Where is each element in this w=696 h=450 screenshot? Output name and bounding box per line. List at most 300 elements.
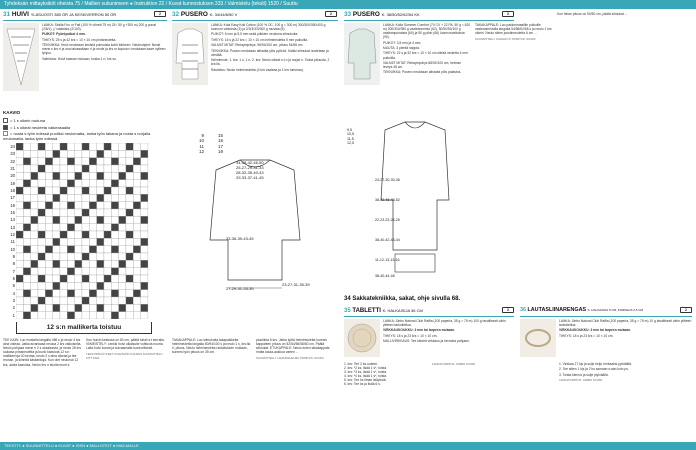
chart-cell	[38, 216, 45, 223]
schematic-32-chest-1: 34-38-42-46-50	[236, 160, 264, 165]
chart-cell	[53, 150, 60, 157]
section-36-yarn: LANKA: Järbo Natural Club Raffia (100 paperia, 35 g = 75 m) 10 g tavallisesti värin ylitteen tarkoitettua.	[559, 319, 692, 328]
chart-cell	[126, 275, 133, 282]
chart-cell	[31, 202, 38, 209]
chart-cell	[97, 158, 104, 165]
chart-cell	[97, 253, 104, 260]
chart-cell	[119, 297, 126, 304]
chart-cell	[75, 158, 82, 165]
chart-cell	[104, 180, 111, 187]
chart-cell	[38, 202, 45, 209]
chart-cell	[104, 246, 111, 253]
chart-cell	[16, 209, 23, 216]
chart-cell	[119, 202, 126, 209]
chart-cell	[82, 260, 89, 267]
chart-cell	[89, 209, 96, 216]
chart-cell	[38, 165, 45, 172]
chart-cell	[45, 172, 52, 179]
chart-cell	[67, 253, 74, 260]
chart-cell	[97, 260, 104, 267]
chart-cell	[67, 194, 74, 201]
chart-cell	[82, 231, 89, 238]
chart-cell	[133, 297, 140, 304]
chart-cell	[111, 275, 118, 282]
step-2: 2. Tee sitten 1 kjs ja 2 ks samaan s:aan kuin ps.	[559, 367, 629, 372]
chart-cell	[111, 312, 118, 319]
chart-cell	[45, 297, 52, 304]
chart-cell	[111, 297, 118, 304]
chart-cell	[53, 268, 60, 275]
chart-cell	[31, 143, 38, 150]
chart-cell	[45, 194, 52, 201]
chart-cell	[67, 143, 74, 150]
chart-cell	[119, 268, 126, 275]
chart-row-label: 7	[12, 268, 15, 274]
chart-cell	[16, 158, 23, 165]
chart-cell	[53, 231, 60, 238]
section-34-heading: 34 Sakkatekniikka, sakat, ohje sivulla 68.	[344, 296, 461, 302]
shawl-photo-thumbnail	[3, 23, 39, 91]
chart-cell	[75, 312, 82, 319]
section-36-hook: VIRKKAUKOUKKU: 3 mm tai tarpeen mukaan.	[559, 328, 631, 333]
chart-cell	[119, 187, 126, 194]
chart-cell	[89, 180, 96, 187]
chart-cell	[133, 216, 140, 223]
chart-cell	[104, 143, 111, 150]
chart-cell	[82, 143, 89, 150]
chart-cell	[97, 143, 104, 150]
schematic-33-width-2: 38-42-46-48-52	[375, 198, 400, 202]
section-32-credits: SUUNNITTELU: LANKAMAAILMA TOIMITUS: SUOMI	[256, 355, 324, 360]
schematic-32-left-measures	[186, 133, 204, 155]
chart-cell	[31, 290, 38, 297]
chart-cell	[31, 297, 38, 304]
chart-cell	[31, 312, 38, 319]
chart-cell	[89, 202, 96, 209]
chart-cell	[60, 209, 67, 216]
chart-cell	[133, 231, 140, 238]
chart-cell	[133, 187, 140, 194]
chart-cell	[82, 290, 89, 297]
section-33-back-text: TAKAKAPPALE: Luo pakkosmaalille puikoille vaaleanmintulla langalla 54/58/62/66 s ja neulo 1 krs oikein. Neulo sitten joustinneuletta 6 cm ...	[475, 23, 552, 36]
chart-cell	[53, 275, 60, 282]
section-35-difficulty-badge	[502, 307, 514, 313]
chart-cell	[97, 297, 104, 304]
chart-cell	[119, 304, 126, 311]
schematic-33-width-5: 11-12-13-13-16	[375, 258, 400, 262]
chart-cell	[60, 187, 67, 194]
chart-cell	[119, 231, 126, 238]
chart-cell	[75, 246, 82, 253]
chart-cell	[23, 150, 30, 157]
section-31-title: HUIVI	[11, 11, 29, 18]
schematic-33-width-6: 38-40-44-48	[375, 274, 395, 278]
chart-cell	[31, 224, 38, 231]
section-35-rule	[344, 316, 514, 317]
chart-cell	[53, 158, 60, 165]
chart-cell	[75, 187, 82, 194]
section-33-rule	[344, 20, 514, 21]
section-35-rounds	[344, 362, 428, 440]
chart-cell	[133, 246, 140, 253]
chart-cell	[67, 268, 74, 275]
chart-cell	[23, 238, 30, 245]
chart-cell	[119, 150, 126, 157]
step-3: 3. Toista kierros ja sulje piylväällä.	[559, 372, 609, 377]
chart-cell	[89, 150, 96, 157]
chart-cell	[45, 282, 52, 289]
chart-cell	[126, 304, 133, 311]
section-33-subtitle: K: 38/50/52/62/54 KK	[381, 12, 420, 17]
chart-row-labels	[2, 143, 15, 319]
chart-cell	[111, 253, 118, 260]
section-31-difficulty: 2	[159, 12, 161, 16]
section-32-technique: TEKNIIKKA: Pusero neulotaan alhaalta ylös pyöröä. Kaikki silmukat nostetaan ja viestää.	[211, 48, 329, 57]
chart-cell	[38, 260, 45, 267]
chart-row-label: 23	[10, 151, 15, 157]
section-31-heading	[3, 10, 116, 19]
chart-cell	[45, 290, 52, 297]
chart-cell	[75, 180, 82, 187]
chart-cell	[60, 290, 67, 297]
chart-cell	[67, 202, 74, 209]
chart-cell	[141, 290, 148, 297]
chart-cell	[104, 304, 111, 311]
chart-cell	[141, 253, 148, 260]
chart-cell	[38, 209, 45, 216]
chart-cell	[75, 275, 82, 282]
chart-cell	[97, 165, 104, 172]
chart-cell	[45, 143, 52, 150]
section-31-needles: PUIKOT: Pyöröpuikot 4 mm.	[42, 32, 86, 37]
step-1: 1. Virkkaa 27 kjs ja sulje ketju renkaaksi pylväällä.	[559, 362, 632, 366]
chart-cell	[38, 194, 45, 201]
chart-cell	[89, 304, 96, 311]
chart-cell	[67, 304, 74, 311]
chart-cell	[60, 312, 67, 319]
chart-cell	[75, 304, 82, 311]
section-32-instructions	[211, 23, 338, 129]
chart-cell	[126, 297, 133, 304]
chart-cell	[53, 282, 60, 289]
chart-cell	[82, 187, 89, 194]
chart-cell	[97, 268, 104, 275]
schematic-32-right-measures	[218, 133, 236, 155]
chart-cell	[111, 150, 118, 157]
chart-row-label: 14	[10, 217, 15, 223]
section-32-yarn: LANKA: Kola Easy Knit Cotton (100 % OC, 100 g = 300 m) 300/300/350/400 g luonnon valkoista (3) ja 2/3/3/3/3/300 g mustaa (5).	[211, 23, 326, 32]
chart-row-label: 24	[10, 144, 15, 149]
chart-cell	[45, 202, 52, 209]
schematic-32-measure-2: 10	[198, 138, 204, 144]
section-31-finishing-text: Kun huivin keskusa on 60 cm, päätä luiset s:t kerralla. VIIMEISTELY: Lenkki huivi ulkaisulle voittuvia nuoria. Laita huivi loosta ja kuivaamalla luonnollisesti.	[86, 338, 165, 351]
section-31-assembly: Valmistus: Huivi kaavan mukaan, koska 1 ri, krs su.	[42, 56, 117, 61]
chart-cell	[141, 238, 148, 245]
schematic-32-chest-measures	[236, 160, 264, 180]
chart-cell	[16, 304, 23, 311]
section-35-instructions	[383, 319, 513, 359]
chart-cell	[126, 282, 133, 289]
chart-cell	[53, 180, 60, 187]
chart-cell	[67, 172, 74, 179]
sweater-33-photo-thumbnail	[344, 23, 380, 85]
schematic-33-measure-1: 9,5	[347, 128, 352, 132]
chart-cell	[45, 253, 52, 260]
chart-cell	[45, 216, 52, 223]
chart-cell	[53, 238, 60, 245]
chart-cell	[119, 253, 126, 260]
chart-cell	[23, 246, 30, 253]
section-33-difficulty: 2	[507, 12, 509, 16]
chart-cell	[141, 143, 148, 150]
chart-row-label: 13	[10, 224, 15, 230]
schematic-32-chest-4: 29-33-37-41-45	[236, 175, 264, 180]
chart-legend	[3, 117, 167, 141]
chart-legend-title: KAAVIO	[3, 110, 21, 115]
section-35-gauge: TIHEYS: 18 s ja 23 krs = 10 × 10 cm.	[383, 333, 438, 338]
section-32-back-text: TAKAKAPPALE: Luo silmukoita takapaikkeita helmineuletta langalla 80/94/100 s ja neulo 1 s, krs:lla ri, pituus. Neulo helmineuletta raidoituksen mukaan, kunnes työn pituus on 35 cm.	[172, 338, 251, 355]
chart-cell	[141, 180, 148, 187]
chart-cell	[16, 187, 23, 194]
chart-cell	[126, 238, 133, 245]
section-32-rule	[172, 20, 338, 21]
chart-cell	[75, 268, 82, 275]
chart-cell	[89, 187, 96, 194]
schematic-33-width-1: 24-27-30-30-36	[375, 178, 400, 182]
section-32-gauge: TIHEYS: 16 s ja 22 krs = 10 × 10 cm helmineuletta 5 mm puikoilla.	[211, 37, 308, 42]
chart-cell	[82, 209, 89, 216]
sweater-schematic	[172, 130, 338, 300]
chart-cell	[75, 290, 82, 297]
chart-cell	[16, 216, 23, 223]
chart-cell	[67, 165, 74, 172]
chart-cell	[111, 216, 118, 223]
chart-repeat-caption: 12 s:n mallikerta toistuu	[46, 324, 122, 331]
chart-cell	[16, 202, 23, 209]
chart-cell	[53, 209, 60, 216]
chart-cell	[133, 304, 140, 311]
section-33-notions: MUUTA: 3 pientä nappia.	[383, 46, 420, 51]
top-banner	[0, 0, 696, 9]
chart-cell	[89, 224, 96, 231]
chart-cell	[60, 238, 67, 245]
chart-cell	[111, 290, 118, 297]
chart-cell	[75, 216, 82, 223]
chart-cell	[82, 246, 89, 253]
chart-cell	[23, 290, 30, 297]
legend-item-dark	[3, 124, 167, 131]
chart-cell	[23, 158, 30, 165]
chart-cell	[133, 158, 140, 165]
chart-cell	[89, 231, 96, 238]
section-35-difficulty: 2	[507, 308, 509, 312]
chart-cell	[67, 224, 74, 231]
chart-cell	[23, 304, 30, 311]
chart-cell	[16, 253, 23, 260]
chart-cell	[31, 238, 38, 245]
chart-cell	[75, 202, 82, 209]
chart-cell	[53, 172, 60, 179]
chart-cell	[67, 238, 74, 245]
chart-cell	[133, 260, 140, 267]
chart-cell	[67, 297, 74, 304]
section-33-difficulty-badge	[502, 11, 514, 17]
chart-cell	[53, 246, 60, 253]
section-31-knitting-part2	[86, 338, 167, 440]
legend-label-slip: = nosta s työn edessä puoliksi neulomatta, lanka työn takana ja nosta s nurjalla neulomatta, lanka työn edessä	[3, 131, 151, 142]
section-36-number: 36	[520, 307, 526, 313]
chart-cell	[75, 253, 82, 260]
chart-cell	[119, 282, 126, 289]
chart-cell	[16, 312, 23, 319]
section-31-knitting-part1	[3, 338, 83, 440]
chart-cell	[104, 165, 111, 172]
schematic-32-measure-1: 9	[201, 133, 204, 138]
chart-cell	[126, 202, 133, 209]
chart-cell	[141, 231, 148, 238]
legend-swatch-white	[3, 118, 8, 123]
chart-cell	[97, 172, 104, 179]
chart-cell	[126, 268, 133, 275]
chart-cell	[75, 297, 82, 304]
chart-cell	[89, 238, 96, 245]
chart-cell	[23, 209, 30, 216]
chart-cell	[82, 304, 89, 311]
chart-cell	[141, 216, 148, 223]
chart-cell	[133, 290, 140, 297]
chart-cell	[126, 216, 133, 223]
chart-cell	[38, 282, 45, 289]
chart-row-label: 8	[12, 261, 15, 267]
chart-cell	[45, 246, 52, 253]
chart-cell	[126, 224, 133, 231]
chart-cell	[16, 180, 23, 187]
section-36-title: LAUTASLIINARENGAS	[527, 307, 587, 313]
section-31-technique: TEKNIIKKA: Huivi neulotaan kesistä poimuista kohti kärkeen. Neuleohjeet: Neule mene s krs ri ja osa taivasaltaan ri ja neule ja krs nr kopioa ri neulotaan kaarr nylleen tyhjuu.	[42, 43, 166, 56]
chart-cell	[53, 253, 60, 260]
chart-cell	[23, 180, 30, 187]
chart-cell	[53, 194, 60, 201]
chart-row-label: 21	[10, 166, 15, 171]
chart-cell	[45, 304, 52, 311]
chart-cell	[67, 275, 74, 282]
section-33-gauge: TIHEYS: 22 s ja 32 krs = 10 × 10 cm sileää neuletta 4 mm puikoilla.	[383, 51, 468, 60]
chart-cell	[133, 275, 140, 282]
chart-cell	[141, 165, 148, 172]
chart-cell	[31, 268, 38, 275]
chart-cell	[97, 282, 104, 289]
chart-cell	[45, 275, 52, 282]
section-31-knitting-text: TEE KAIN: Luo mustalla langalla 486 s ja neulo 4 krs aina oikeaa. Jatka aivankasa neuloa 2 krs valkoisella. Neulo pohjasa mene n 2 s oksaisesta, ja neulo 28 krs luokasa pintaneuletta ja kuvio kaaviota 12 s:n mallikerroja 40 kertaa, neulo 2 s aina oikeaa ja tee reunan, ja kiinnitä käsilankoja. Kun olet neulonut 12 krs, aloita kaaviota. Neulo krs n ekoita munt s.	[3, 338, 82, 367]
section-32-needles: PUIKOT: 5 mm ja 5,5 mm sekä piikkien neuloma silmukoita.	[211, 32, 299, 37]
chart-cell	[16, 260, 23, 267]
chart-cell	[23, 187, 30, 194]
chart-cell	[141, 260, 148, 267]
chart-cell	[133, 165, 140, 172]
chart-cell	[60, 180, 67, 187]
chart-cell	[126, 260, 133, 267]
section-36-difficulty-badge	[680, 307, 692, 313]
chart-cell	[111, 260, 118, 267]
chart-cell	[23, 282, 30, 289]
section-35-yarn: LANKA: Järbo Natural Club Raffia (100 paperia, 35 g = 75 m) 100 g tavallisesti värin ylitteen tarkoitettua.	[383, 319, 506, 328]
chart-cell	[23, 312, 30, 319]
round-1: 1. krs: Tee 2 ks uuteen.	[344, 362, 379, 366]
chart-cell	[133, 209, 140, 216]
section-33-title: PUSERO	[352, 11, 380, 18]
chart-cell	[104, 275, 111, 282]
round-5: 5. krs: Tee ks ilman lisäyksiä.	[344, 378, 387, 383]
chart-cell	[111, 187, 118, 194]
chart-cell	[119, 290, 126, 297]
chart-cell	[75, 150, 82, 157]
chart-cell	[16, 282, 23, 289]
chart-cell	[126, 187, 133, 194]
chart-row-label: 12	[10, 232, 15, 237]
chart-cell	[67, 282, 74, 289]
chart-cell	[53, 290, 60, 297]
chart-cell	[16, 297, 23, 304]
chart-cell	[119, 143, 126, 150]
chart-cell	[38, 312, 45, 319]
chart-cell	[126, 172, 133, 179]
chart-cell	[111, 180, 118, 187]
chart-cell	[141, 187, 148, 194]
chart-cell	[45, 268, 52, 275]
chart-cell	[45, 150, 52, 157]
section-33-heading	[344, 10, 420, 19]
chart-cell	[89, 246, 96, 253]
chart-cell	[104, 209, 111, 216]
chart-cell	[31, 165, 38, 172]
chart-cell	[16, 231, 23, 238]
tray-photo-thumbnail	[344, 319, 380, 357]
chart-cell	[38, 172, 45, 179]
chart-cell	[89, 143, 96, 150]
chart-cell	[45, 224, 52, 231]
chart-cell	[126, 194, 133, 201]
chart-cell	[31, 216, 38, 223]
chart-cell	[126, 290, 133, 297]
chart-cell	[97, 238, 104, 245]
chart-cell	[141, 224, 148, 231]
chart-cell	[111, 209, 118, 216]
section-32-seed-stitch: Helmineule: 1. krs: 1 o, 1 n. 2. krs: Neulo oikeat s:t o ja nurjat n. Toista pituusta, 2 krs:lla.	[211, 58, 330, 67]
knitting-chart	[16, 143, 152, 319]
continuation-text: Kun hihan pituus on 50/50 cm, päätä silmukat ...	[557, 12, 628, 16]
section-33-measurements: VALMIIT MITAT: Rintaympärys 88/92/100 cm, helman leveys 48 cm.	[383, 60, 461, 70]
section-36-difficulty: 2	[685, 308, 687, 312]
chart-cell	[38, 180, 45, 187]
chart-cell	[67, 312, 74, 319]
legend-item-slip	[3, 131, 167, 141]
legend-label-dark: = 1 s oikeat neuleeta vaikeasaalla	[10, 125, 71, 130]
chart-cell	[133, 268, 140, 275]
chart-cell	[16, 290, 23, 297]
chart-cell	[111, 268, 118, 275]
chart-cell	[104, 312, 111, 319]
chart-cell	[38, 231, 45, 238]
chart-cell	[16, 143, 23, 150]
chart-cell	[82, 165, 89, 172]
chart-cell	[38, 238, 45, 245]
chart-cell	[75, 282, 82, 289]
section-35-hook: VIRKKAUKOUKKU: 3 mm tai tarpeen mukaan.	[383, 328, 455, 333]
section-35-heading	[344, 306, 423, 315]
section-32-title: PUSERO	[180, 11, 208, 18]
chart-cell	[53, 260, 60, 267]
section-33-number: 33	[344, 11, 352, 18]
